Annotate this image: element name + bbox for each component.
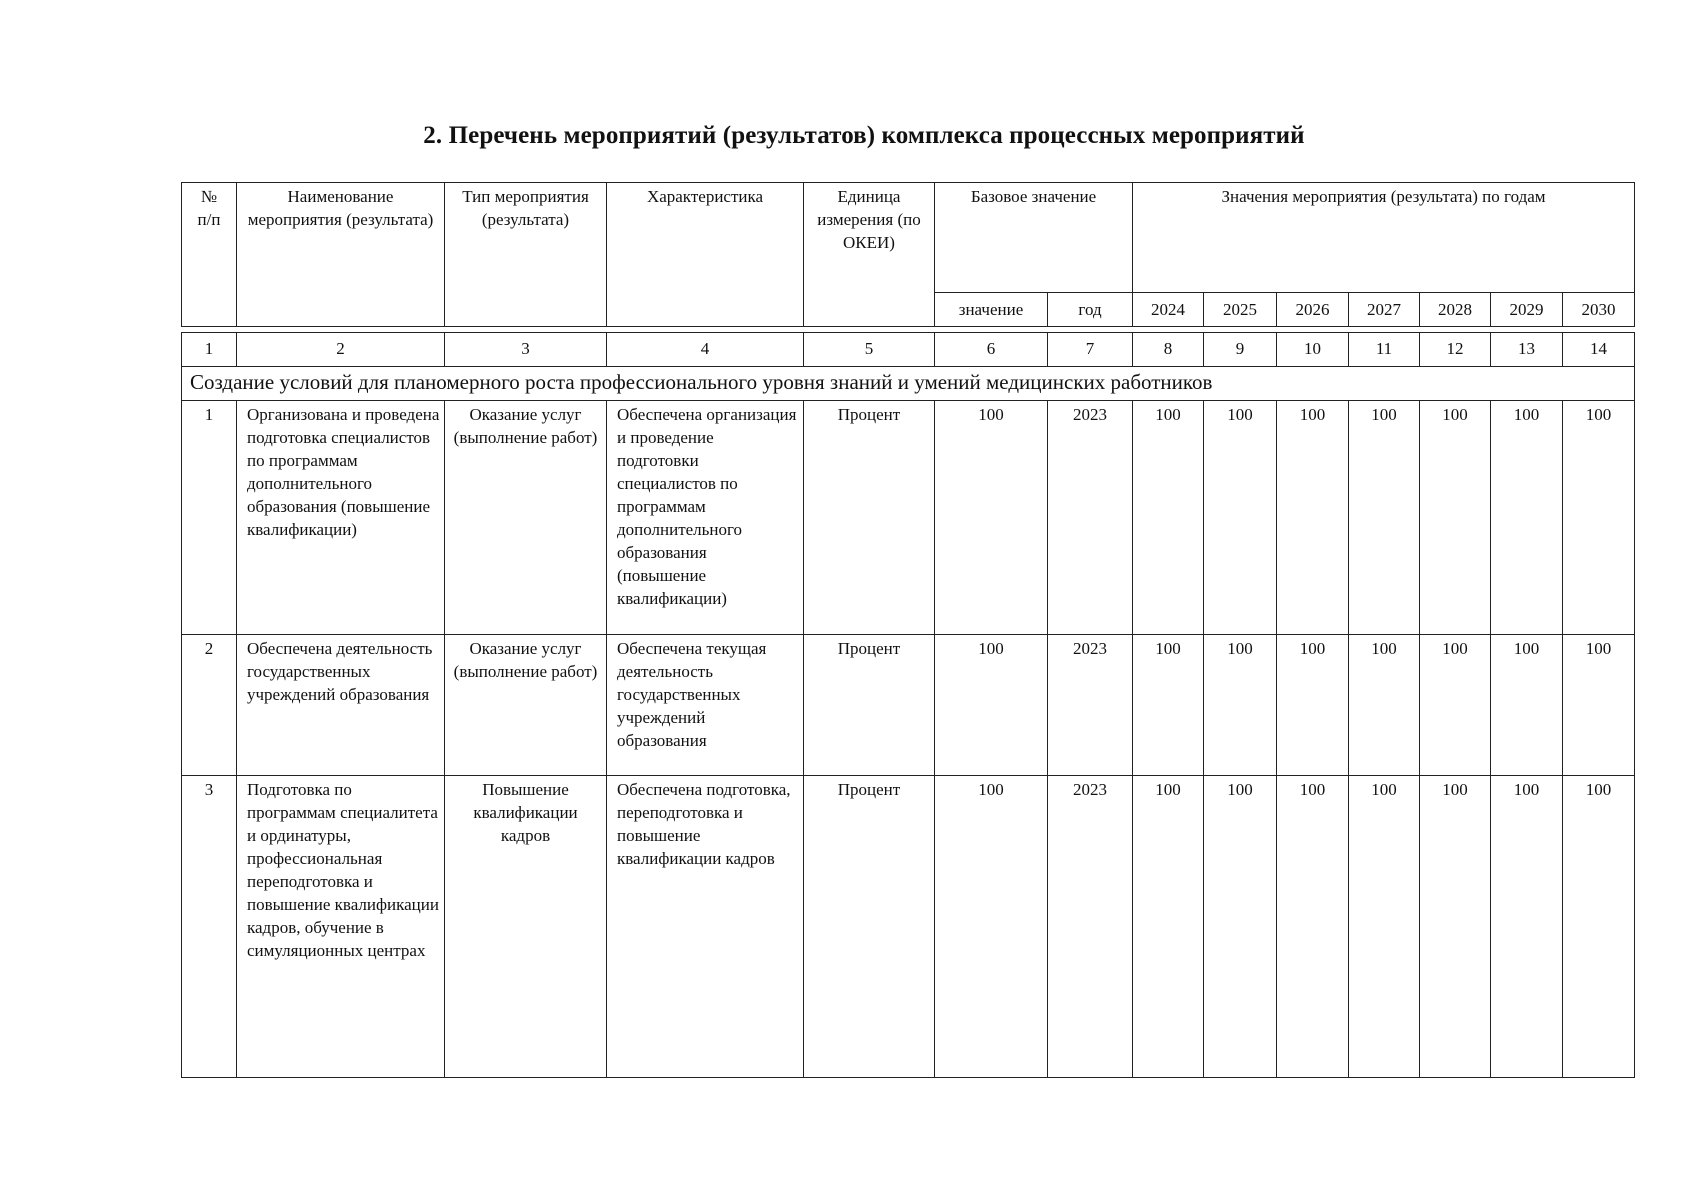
header-base: Базовое значение [935, 183, 1133, 293]
row-base-value: 100 [935, 776, 1048, 1078]
header-year-2026: 2026 [1277, 293, 1349, 327]
row-type: Оказание услуг (выполнение работ) [445, 635, 607, 776]
row-value-2028: 100 [1420, 401, 1491, 635]
row-value-2030: 100 [1563, 635, 1635, 776]
column-number: 4 [607, 333, 804, 367]
header-num: № п/п [182, 183, 237, 327]
section-row [182, 367, 1635, 401]
row-name: Организована и проведена подготовка специалистов по программам дополнительного образования (повышение квалификации) [237, 401, 445, 635]
row-value-2026: 100 [1277, 635, 1349, 776]
column-number: 13 [1491, 333, 1563, 367]
column-number: 10 [1277, 333, 1349, 367]
document-title: 2. Перечень мероприятий (результатов) комплекса процессных мероприятий [423, 122, 1305, 149]
row-value-2027: 100 [1349, 401, 1420, 635]
column-number: 7 [1048, 333, 1133, 367]
row-value-2030: 100 [1563, 776, 1635, 1078]
column-number: 1 [182, 333, 237, 367]
header-years: Значения мероприятия (результата) по годам [1133, 183, 1635, 293]
header-unit: Единица измерения (по ОКЕИ) [804, 183, 935, 327]
header-base-value: значение [935, 293, 1048, 327]
column-number-row [182, 333, 1635, 367]
header-name: Наименование мероприятия (результата) [237, 183, 445, 327]
row-value-2029: 100 [1491, 635, 1563, 776]
row-unit: Процент [804, 401, 935, 635]
row-value-2029: 100 [1491, 776, 1563, 1078]
section-title: Создание условий для планомерного роста профессионального уровня знаний и умений медицинских работников [182, 367, 1635, 401]
header-year-2027: 2027 [1349, 293, 1420, 327]
table-header [181, 182, 1635, 327]
row-value-2025: 100 [1204, 635, 1277, 776]
row-value-2025: 100 [1204, 776, 1277, 1078]
header-type: Тип мероприятия (результата) [445, 183, 607, 327]
row-value-2030: 100 [1563, 401, 1635, 635]
column-number: 8 [1133, 333, 1204, 367]
row-value-2026: 100 [1277, 401, 1349, 635]
column-number: 11 [1349, 333, 1420, 367]
row-characteristic: Обеспечена подготовка, переподготовка и повышение квалификации кадров [607, 776, 804, 1078]
row-value-2025: 100 [1204, 401, 1277, 635]
row-characteristic: Обеспечена организация и проведение подготовки специалистов по программам дополнительного образования (повышение квалификации) [607, 401, 804, 635]
header-year-2024: 2024 [1133, 293, 1204, 327]
row-base-year: 2023 [1048, 401, 1133, 635]
row-num: 1 [182, 401, 237, 635]
row-num: 2 [182, 635, 237, 776]
row-unit: Процент [804, 776, 935, 1078]
row-base-year: 2023 [1048, 776, 1133, 1078]
row-value-2024: 100 [1133, 401, 1204, 635]
header-characteristic: Характеристика [607, 183, 804, 327]
row-value-2027: 100 [1349, 635, 1420, 776]
row-value-2026: 100 [1277, 776, 1349, 1078]
row-name: Подготовка по программам специалитета и ординатуры, профессиональная переподготовка и повышение квалификации кадров, обучение в симуляционных центрах [237, 776, 445, 1078]
row-value-2027: 100 [1349, 776, 1420, 1078]
row-value-2029: 100 [1491, 401, 1563, 635]
column-number: 2 [237, 333, 445, 367]
row-unit: Процент [804, 635, 935, 776]
header-year-2029: 2029 [1491, 293, 1563, 327]
table-row [182, 635, 1635, 776]
row-num: 3 [182, 776, 237, 1078]
row-value-2024: 100 [1133, 776, 1204, 1078]
row-base-value: 100 [935, 401, 1048, 635]
header-year-2025: 2025 [1204, 293, 1277, 327]
row-type: Оказание услуг (выполнение работ) [445, 401, 607, 635]
row-base-value: 100 [935, 635, 1048, 776]
row-name: Обеспечена деятельность государственных учреждений образования [237, 635, 445, 776]
row-characteristic: Обеспечена текущая деятельность государственных учреждений образования [607, 635, 804, 776]
column-number: 9 [1204, 333, 1277, 367]
row-type: Повышение квалификации кадров [445, 776, 607, 1078]
column-number: 14 [1563, 333, 1635, 367]
table-body [181, 332, 1635, 1078]
header-year-2030: 2030 [1563, 293, 1635, 327]
row-value-2024: 100 [1133, 635, 1204, 776]
row-value-2028: 100 [1420, 635, 1491, 776]
column-number: 6 [935, 333, 1048, 367]
table-row [182, 401, 1635, 635]
header-base-year: год [1048, 293, 1133, 327]
row-base-year: 2023 [1048, 635, 1133, 776]
column-number: 3 [445, 333, 607, 367]
row-value-2028: 100 [1420, 776, 1491, 1078]
column-number: 5 [804, 333, 935, 367]
table-row [182, 776, 1635, 1078]
column-number: 12 [1420, 333, 1491, 367]
header-year-2028: 2028 [1420, 293, 1491, 327]
